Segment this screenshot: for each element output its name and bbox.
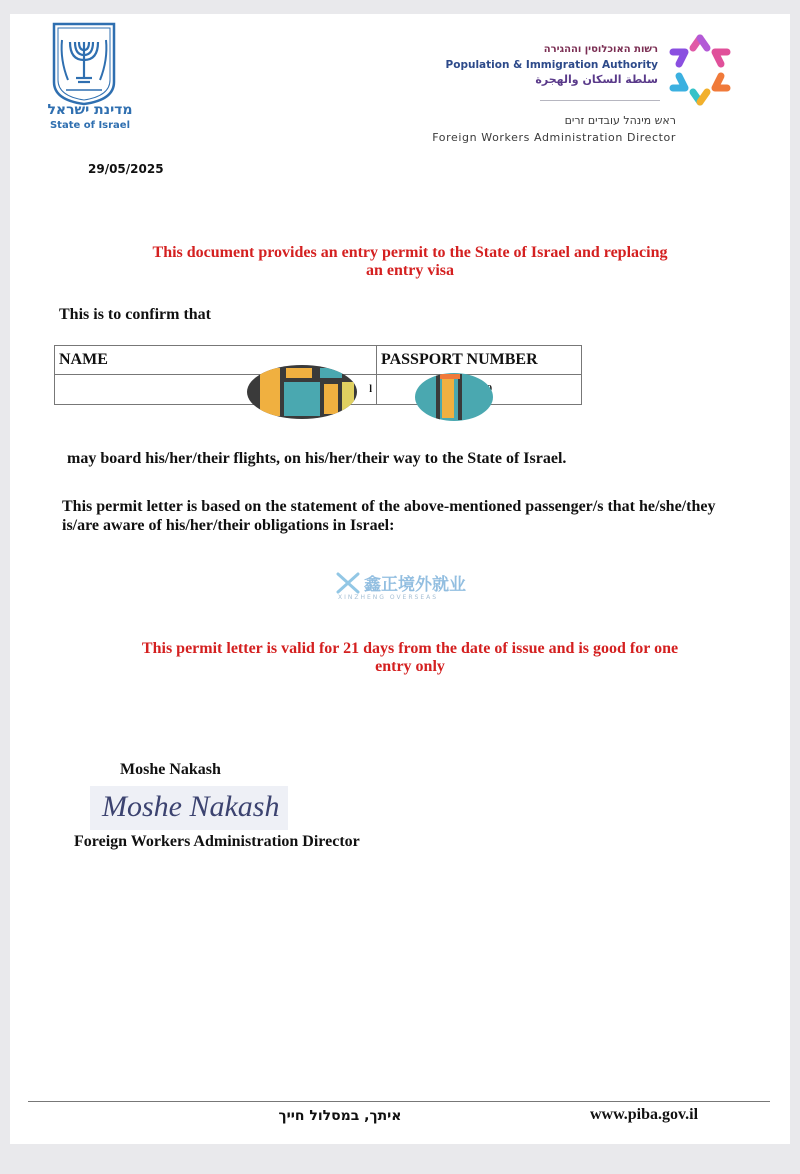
signer-title: Foreign Workers Administration Director [74,833,360,850]
permit-page [10,14,790,1144]
watermark-mark-icon [336,572,360,594]
entry-permit-notice: This document provides an entry permit to the State of Israel and replacing an entry visa [152,244,668,279]
boarding-text: may board his/her/their flights, on his/her/their way to the State of Israel. [67,450,567,467]
watermark-logo [336,570,476,606]
authority-star-logo-icon [665,32,735,108]
name-redaction [246,364,358,420]
statement-text: This permit letter is based on the statement of the above-mentioned passenger/s that he/she/they is/are aware of his/her/their obligations in Israel: [62,498,716,534]
watermark-chinese: 鑫正境外就业 [364,575,466,595]
authority-name-arabic: سلطة السكان والهجرة [535,73,658,86]
authority-divider [540,100,660,101]
state-of-israel-emblem-icon [48,20,120,106]
state-name-hebrew: מדינת ישראל [47,102,133,118]
validity-notice: This permit letter is valid for 21 days from the date of issue and is good for one entry only [141,640,679,675]
confirm-text: This is to confirm that [59,306,211,323]
footer-divider [28,1101,770,1102]
signer-name: Moshe Nakash [120,761,221,778]
handwritten-signature: Moshe Nakash [102,790,280,823]
footer-url: www.piba.gov.il [590,1106,699,1123]
name-header: NAME [55,346,377,375]
authority-name-block [430,44,658,86]
director-title-block [410,114,676,144]
name-value-tail: l [369,384,372,395]
director-title-hebrew: ראש מינהל עובדים זרים [564,114,676,127]
director-title-english: Foreign Workers Administration Director [432,131,676,144]
watermark-english: XINZHENG OVERSEAS [338,594,439,601]
authority-name-english: Population & Immigration Authority [445,59,658,71]
state-name-english: State of Israel [49,120,131,131]
authority-name-hebrew: רשות האוכלוסין וההגירה [543,44,658,55]
passport-header: PASSPORT NUMBER [377,346,582,375]
passport-redaction [414,372,494,422]
footer-slogan-hebrew: איתך, במסלול חייך [278,1108,402,1124]
issue-date: 29/05/2025 [88,162,164,176]
